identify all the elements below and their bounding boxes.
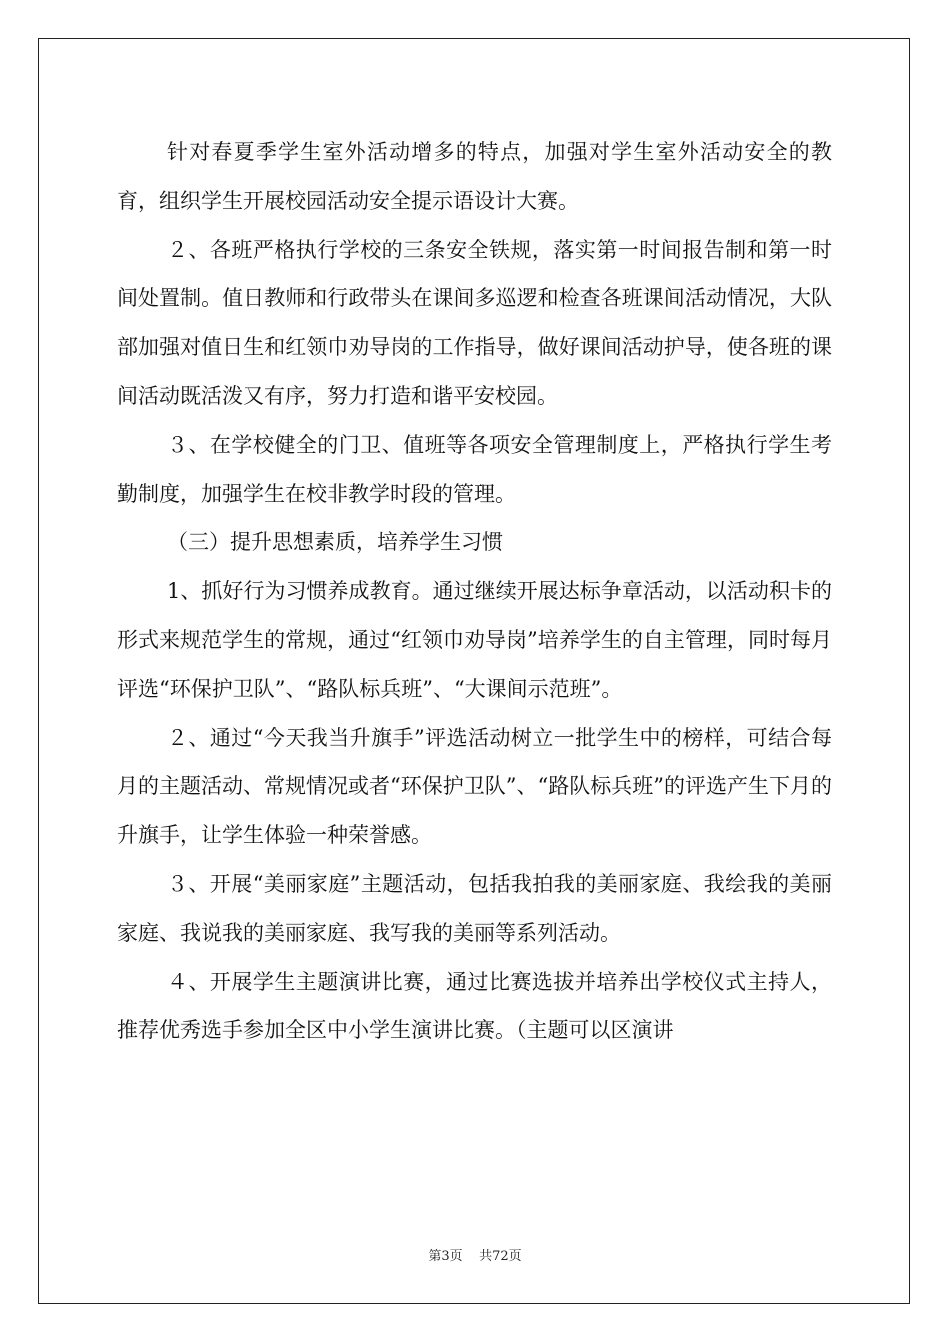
paragraph-8: ４、开展学生主题演讲比赛，通过比赛选拔并培养出学校仪式主持人，推荐优秀选手参加全区中小学生演讲比赛。（主题可以区演讲 bbox=[117, 969, 832, 1043]
paragraph-7: ３、开展“美丽家庭”主题活动，包括我拍我的美丽家庭、我绘我的美丽家庭、我说我的美丽家庭、我写我的美丽等系列活动。 bbox=[117, 871, 832, 945]
paragraph-1: 针对春夏季学生室外活动增多的特点，加强对学生室外活动安全的教育，组织学生开展校园活动安全提示语设计大赛。 bbox=[117, 140, 832, 213]
section-heading: （三）提升思想素质，培养学生习惯 bbox=[167, 530, 503, 555]
page-number: 第3页 bbox=[428, 1249, 463, 1264]
paragraph-3: ３、在学校健全的门卫、值班等各项安全管理制度上，严格执行学生考勤制度，加强学生在校非教学时段的管理。 bbox=[117, 432, 832, 506]
paragraph-2: ２、各班严格执行学校的三条安全铁规，落实第一时间报告制和第一时间处置制。值日教师和行政带头在课间多巡逻和检查各班课间活动情况，大队部加强对值日生和红领巾劝导岗的工作指导，做好课间活动护导，使各班的课间活动既活泼又有序，努力打造和谐平安校园。 bbox=[117, 237, 832, 408]
page-total: 共72页 bbox=[479, 1249, 522, 1264]
paragraph-6: ２、通过“今天我当升旗手”评选活动树立一批学生中的榜样，可结合每月的主题活动、常规情况或者“环保护卫队”、“路队标兵班”的评选产生下月的升旗手，让学生体验一种荣誉感。 bbox=[117, 725, 832, 848]
page-footer bbox=[0, 1245, 950, 1264]
document-body bbox=[117, 128, 832, 1055]
paragraph-5: 1、抓好行为习惯养成教育。通过继续开展达标争章活动，以活动积卡的形式来规范学生的常规，通过“红领巾劝导岗”培养学生的自主管理，同时每月评选“环保护卫队”、“路队标兵班”、“大课间示范班”。 bbox=[117, 579, 832, 701]
